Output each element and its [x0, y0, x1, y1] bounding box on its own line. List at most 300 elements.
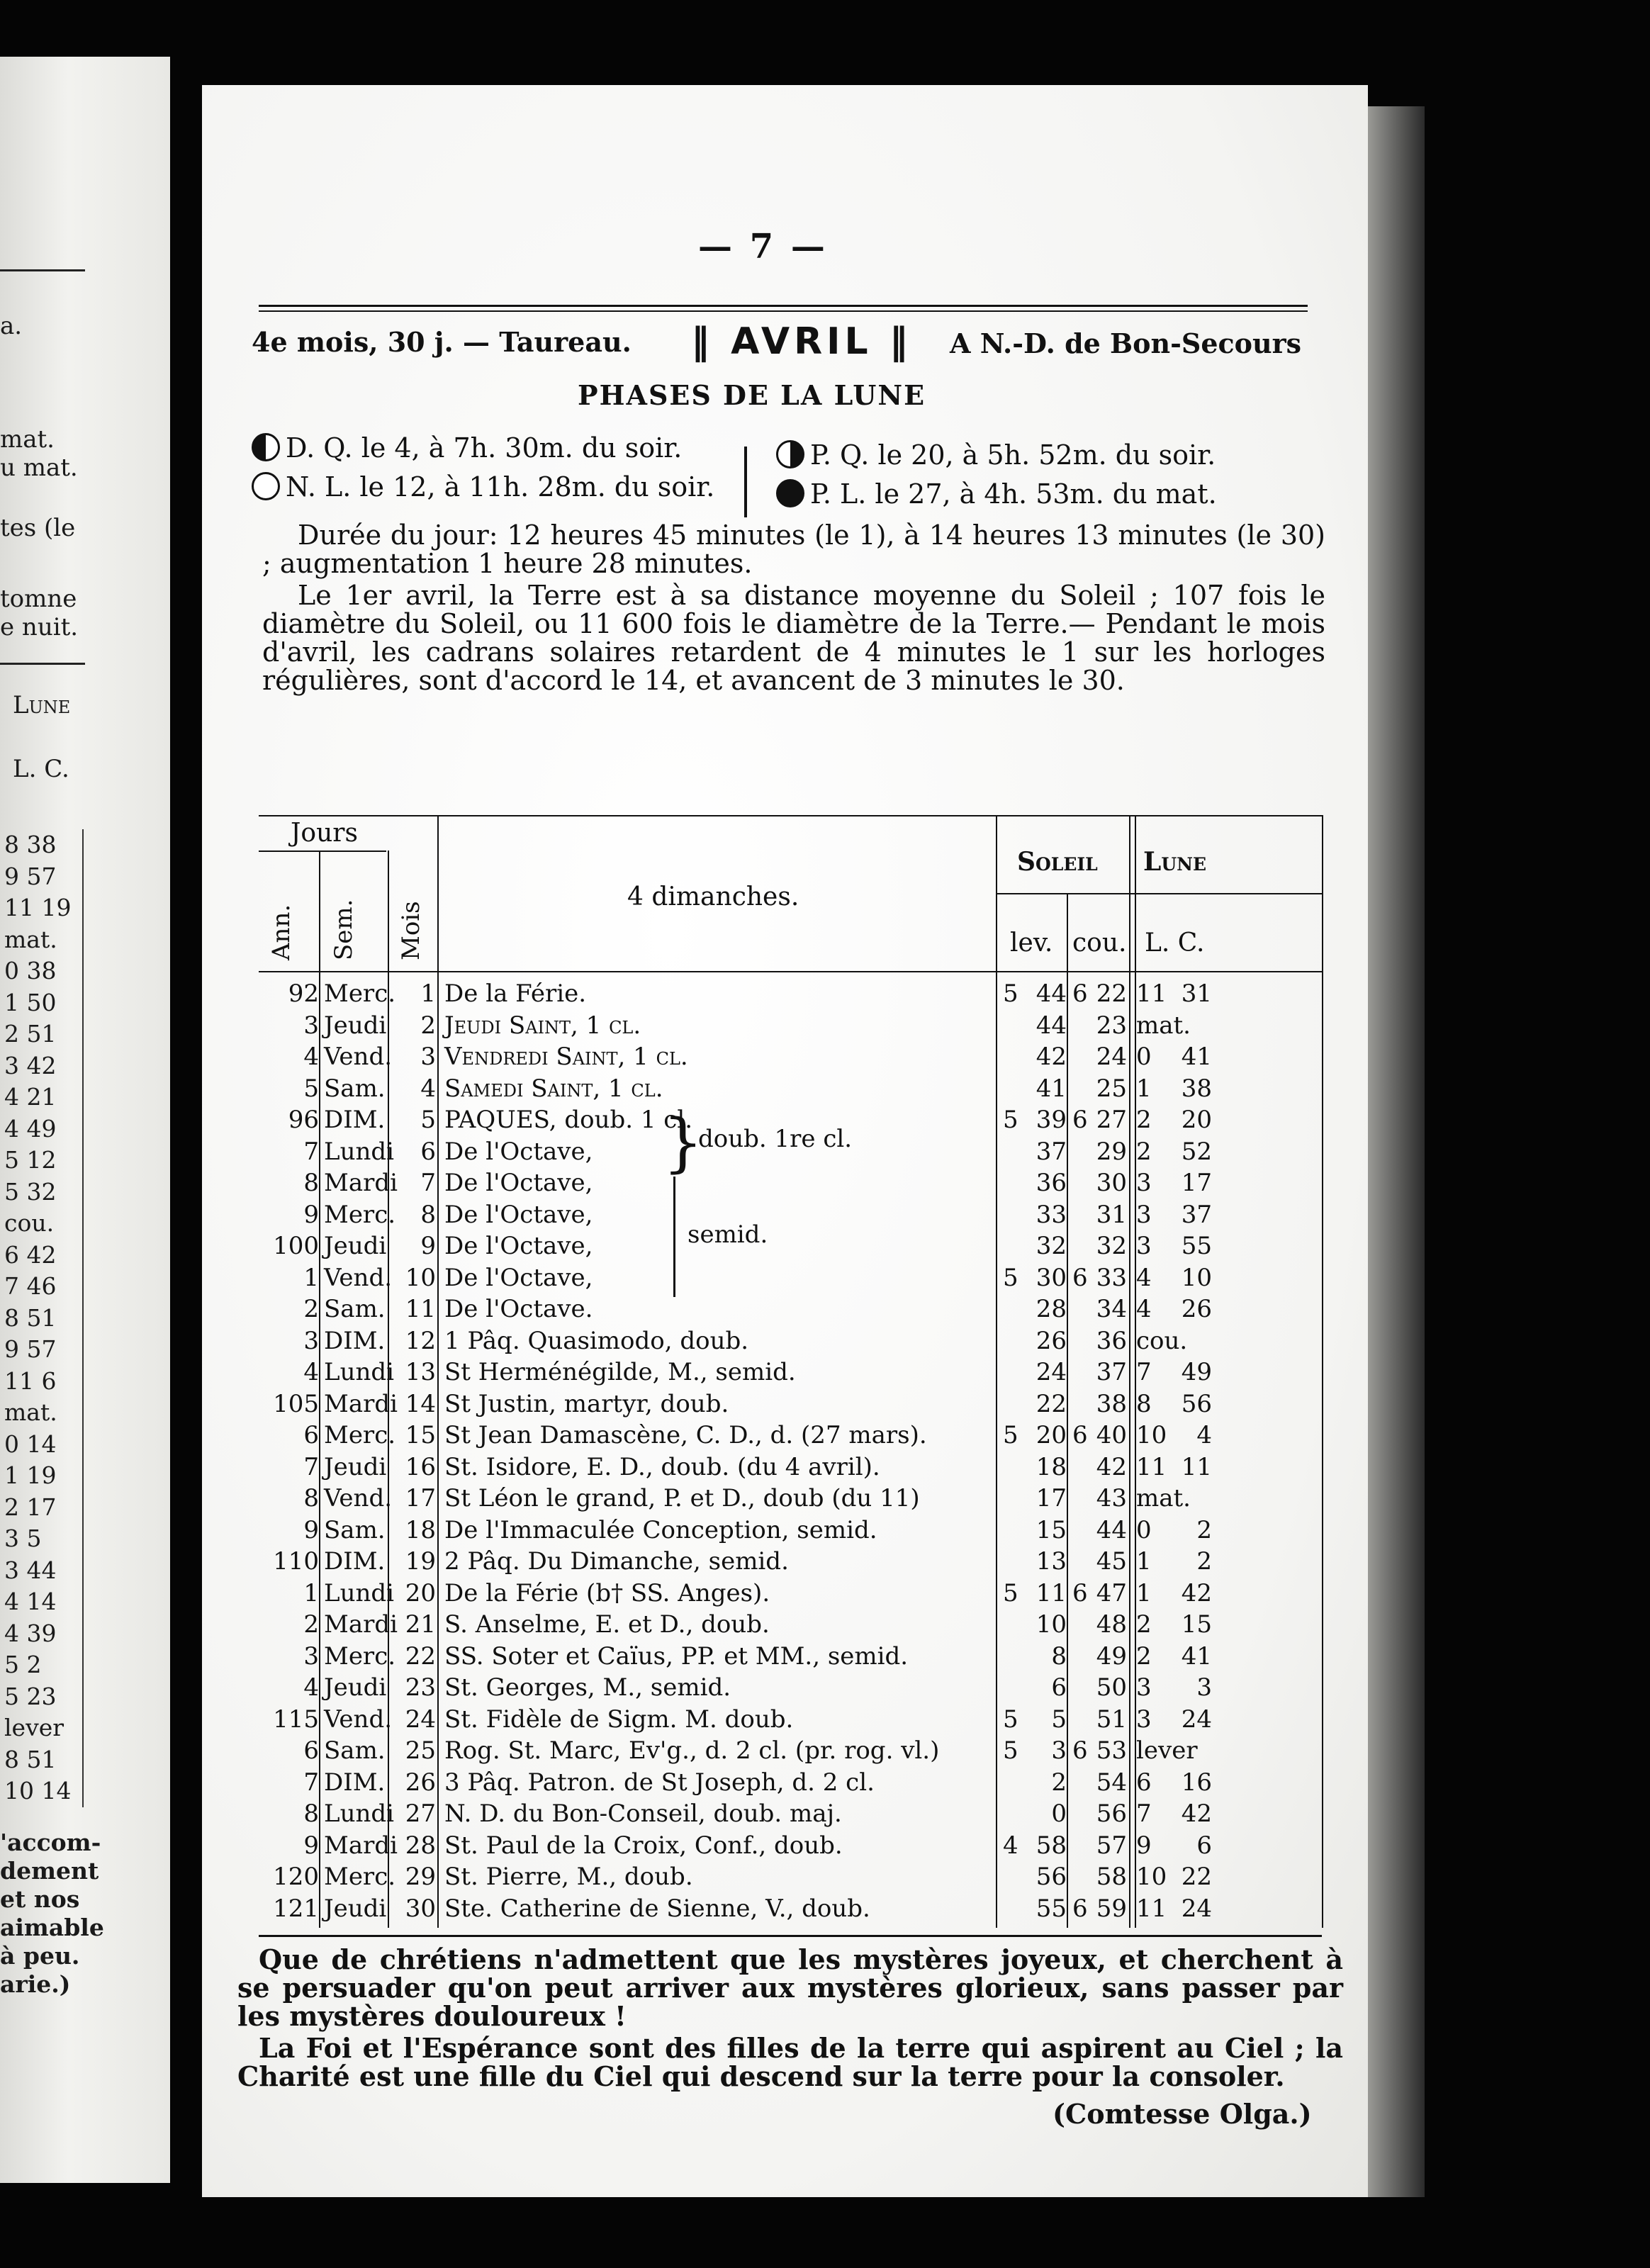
cell-day: Lundi	[324, 1137, 395, 1166]
cell-sunrise-hour: 5	[1003, 1106, 1018, 1134]
left-page-line: e nuit.	[0, 613, 79, 641]
left-page-line: mat.	[0, 425, 55, 454]
cell-moon-min: 24	[1181, 1894, 1212, 1923]
column-line	[1322, 815, 1323, 1928]
cell-feast: St. Isidore, E. D., doub. (du 4 avril).	[444, 1452, 880, 1481]
cell-sunset-min: 23	[1096, 1011, 1127, 1040]
left-page-table-row: 2 17	[0, 1492, 84, 1524]
cell-sunset-min: 44	[1096, 1515, 1127, 1544]
cell-sunset-min: 33	[1096, 1263, 1127, 1292]
cell-moon-min: 2	[1196, 1515, 1212, 1544]
cell-ann: 7	[303, 1137, 319, 1166]
cell-sunset-hour: 6	[1072, 1421, 1088, 1449]
phase-first-quarter: D. Q. le 4, à 7h. 30m. du soir.	[252, 432, 682, 464]
cell-feast: De l'Octave,	[444, 1200, 593, 1229]
cell-day: DIM.	[324, 1106, 386, 1134]
cell-sunrise-min: 26	[1036, 1326, 1067, 1355]
cell-day: Jeudi	[324, 1011, 387, 1040]
cell-moon-min: 37	[1181, 1200, 1212, 1229]
left-page-table-row: 1 50	[0, 987, 84, 1019]
cell-feast: Jeudi Saint, 1 cl.	[444, 1011, 641, 1040]
cell-date: 18	[405, 1515, 436, 1544]
cell-sunrise-min: 32	[1036, 1232, 1067, 1260]
cell-moon-hour: 2	[1136, 1106, 1152, 1134]
cell-ann: 8	[303, 1484, 319, 1512]
left-page-footer-line: arie.)	[0, 1970, 71, 1998]
cell-moon-min: 11	[1181, 1452, 1212, 1481]
cell-moon-min: 26	[1181, 1295, 1212, 1323]
table-row	[259, 1672, 1322, 1704]
table-row	[259, 1420, 1322, 1452]
new-moon-icon	[252, 472, 280, 500]
cell-sunset-min: 43	[1096, 1484, 1127, 1512]
cell-sunset-min: 22	[1096, 979, 1127, 1008]
table-row	[259, 1041, 1322, 1073]
cell-moon-hour: 4	[1136, 1295, 1152, 1323]
left-page-table-row: mat.	[0, 1397, 84, 1429]
phases-title: PHASES DE LA LUNE	[578, 379, 926, 411]
cell-date: 1	[420, 979, 436, 1008]
cell-feast: St Léon le grand, P. et D., doub (du 11)	[444, 1484, 920, 1512]
cell-sunset-min: 45	[1096, 1547, 1127, 1576]
cell-sunset-min: 58	[1096, 1863, 1127, 1891]
cell-moon-hour: 3	[1136, 1169, 1152, 1197]
cell-ann: 8	[303, 1800, 319, 1828]
brace-octave-1: }	[663, 1106, 704, 1180]
header-lev: lev.	[1010, 928, 1053, 958]
cell-feast: De la Férie.	[444, 979, 587, 1008]
cell-feast: Rog. St. Marc, Ev'g., d. 2 cl. (pr. rog. vl.)	[444, 1736, 940, 1765]
cell-date: 30	[405, 1894, 436, 1923]
left-page-table-row: 9 57	[0, 1334, 84, 1366]
quote-mysteres: Que de chrétiens n'admettent que les mystères joyeux, et cherchent à se persuader qu'on peut arriver aux mystères glorieux, sans passer par les mystères douloureux !	[237, 1943, 1343, 2032]
cell-moon-min: 31	[1181, 979, 1212, 1008]
brace-label: doub. 1re cl.	[698, 1125, 853, 1153]
cell-date: 12	[405, 1326, 436, 1355]
cell-date: 2	[420, 1011, 436, 1040]
cell-day: Lundi	[324, 1358, 395, 1386]
left-page-footer-line: à peu.	[0, 1942, 80, 1970]
last-quarter-icon	[776, 440, 804, 468]
cell-moon-min: 2	[1196, 1547, 1212, 1576]
header-lune: Lune	[1143, 847, 1207, 877]
cell-day: Vend.	[324, 1043, 393, 1071]
cell-sunset-min: 53	[1096, 1736, 1127, 1765]
cell-day: Mardi	[324, 1169, 398, 1197]
cell-feast: S. Anselme, E. et D., doub.	[444, 1610, 770, 1639]
cell-sunrise-min: 8	[1051, 1641, 1067, 1671]
left-page-line: tomne	[0, 585, 77, 613]
cell-sunrise-min: 10	[1036, 1610, 1067, 1639]
cell-ann: 3	[303, 1326, 319, 1355]
cell-date: 7	[420, 1169, 436, 1197]
cell-sunrise-min: 15	[1036, 1515, 1067, 1544]
cell-sunset-hour: 6	[1072, 1736, 1088, 1765]
cell-ann: 3	[303, 1011, 319, 1040]
cell-ann: 4	[303, 1043, 319, 1071]
cell-feast: De la Férie (b† SS. Anges).	[444, 1578, 770, 1607]
cell-moon-hour: 11	[1136, 1894, 1167, 1923]
cell-moon-hour: 7	[1136, 1800, 1152, 1828]
left-page-line: u mat.	[0, 454, 78, 482]
cell-day: Sam.	[324, 1515, 386, 1544]
cell-date: 14	[405, 1389, 436, 1418]
cell-day: Vend.	[324, 1484, 393, 1512]
cell-ann: 7	[303, 1768, 319, 1797]
cell-date: 9	[420, 1232, 436, 1260]
left-page-table-row: 0 38	[0, 955, 84, 987]
table-row	[259, 1798, 1322, 1830]
cell-moon-hour: 2	[1136, 1641, 1152, 1671]
cell-moon-hour: 9	[1136, 1831, 1152, 1860]
table-row	[259, 1010, 1322, 1042]
cell-ann: 2	[303, 1610, 319, 1639]
cell-date: 13	[405, 1358, 436, 1386]
cell-date: 22	[405, 1641, 436, 1671]
cell-day: Vend.	[324, 1705, 393, 1734]
left-page-footer-line: dement	[0, 1857, 99, 1885]
cell-sunset-min: 25	[1096, 1074, 1127, 1103]
cell-sunset-min: 56	[1096, 1800, 1127, 1828]
cell-date: 10	[405, 1263, 436, 1292]
left-page-line: tes (le	[0, 514, 76, 542]
cell-moon-min: 42	[1181, 1800, 1212, 1828]
table-row	[259, 1230, 1322, 1262]
cell-ann: 120	[273, 1863, 319, 1891]
cell-date: 11	[405, 1295, 436, 1323]
left-page-table-row: mat.	[0, 924, 84, 956]
cell-sunset-min: 42	[1096, 1452, 1127, 1481]
cell-sunset-min: 54	[1096, 1768, 1127, 1797]
left-page-table-row: 8 51	[0, 1303, 84, 1335]
cell-feast: PAQUES, doub. 1 cl.	[444, 1106, 693, 1134]
cell-ann: 92	[288, 979, 319, 1008]
cell-feast: St Justin, martyr, doub.	[444, 1389, 729, 1418]
left-page-rule	[0, 269, 85, 271]
cell-ann: 2	[303, 1295, 319, 1323]
month-header	[252, 319, 1315, 369]
cell-feast: St Jean Damascène, C. D., d. (27 mars).	[444, 1421, 927, 1449]
cell-day: Merc.	[324, 1641, 396, 1671]
header-soleil: Soleil	[1017, 847, 1098, 877]
brace-label: semid.	[688, 1220, 768, 1249]
cell-date: 3	[420, 1043, 436, 1071]
cell-sunrise-hour: 5	[1003, 1736, 1018, 1765]
cell-feast: 2 Pâq. Du Dimanche, semid.	[444, 1547, 789, 1576]
book-edge-shadow	[1368, 106, 1425, 2197]
cell-feast: De l'Octave.	[444, 1295, 593, 1323]
cell-day: DIM.	[324, 1326, 386, 1355]
cell-sunrise-min: 44	[1036, 1011, 1067, 1040]
phase-last-quarter: P. Q. le 20, à 5h. 52m. du soir.	[776, 439, 1216, 471]
cell-feast: St. Georges, M., semid.	[444, 1673, 731, 1702]
cell-ann: 105	[273, 1389, 319, 1418]
cell-sunrise-hour: 5	[1003, 979, 1018, 1008]
cell-feast: St. Fidèle de Sigm. M. doub.	[444, 1705, 794, 1734]
cell-sunrise-min: 13	[1036, 1547, 1067, 1576]
cell-sunrise-hour: 5	[1003, 1263, 1018, 1292]
phases-divider	[744, 447, 747, 517]
header-bottom-rule	[259, 971, 1322, 972]
table-row	[259, 1483, 1322, 1515]
cell-feast: N. D. du Bon-Conseil, doub. maj.	[444, 1800, 842, 1828]
cell-moon-hour: 1	[1136, 1547, 1152, 1576]
cell-moon-hour: 0	[1136, 1515, 1152, 1544]
month-name: ‖ AVRIL ‖	[691, 320, 912, 363]
cell-sunrise-min: 36	[1036, 1169, 1067, 1197]
header-sem: Sem.	[330, 899, 358, 960]
left-page-table-row: 4 39	[0, 1618, 84, 1650]
left-page-line: a.	[0, 312, 23, 340]
cell-sunset-min: 57	[1096, 1831, 1127, 1860]
cell-sunrise-hour: 4	[1003, 1831, 1018, 1860]
cell-date: 16	[405, 1452, 436, 1481]
cell-sunrise-min: 0	[1051, 1800, 1067, 1828]
cell-sunset-min: 32	[1096, 1232, 1127, 1260]
calendar-table	[259, 815, 1322, 1935]
cell-ann: 9	[303, 1831, 319, 1860]
left-page-table-row: 8 38	[0, 829, 84, 861]
cell-feast: De l'Immaculée Conception, semid.	[444, 1515, 877, 1544]
cell-date: 8	[420, 1200, 436, 1229]
cell-moon-hour: 1	[1136, 1074, 1152, 1103]
cell-sunrise-hour: 5	[1003, 1421, 1018, 1449]
table-top-rule	[259, 815, 1322, 816]
cell-date: 4	[420, 1074, 436, 1103]
cell-sunrise-min: 55	[1036, 1894, 1067, 1923]
cell-moon-hour: mat.	[1136, 1011, 1191, 1040]
cell-sunrise-min: 11	[1036, 1578, 1067, 1607]
table-row	[259, 1641, 1322, 1673]
cell-sunrise-hour: 5	[1003, 1705, 1018, 1734]
sun-distance-paragraph: Le 1er avril, la Terre est à sa distance moyenne du Soleil ; 107 fois le diamètre du Soleil, ou 11 600 fois le diamètre de la Terre.— Pendant le mois d'avril, les cadrans solaires retardent de 4 minutes le 1 sur les horloges régulières, sont d'accord le 14, et avancent de 3 minutes le 30.	[262, 580, 1325, 696]
cell-sunset-min: 51	[1096, 1705, 1127, 1734]
cell-sunrise-min: 5	[1051, 1705, 1067, 1734]
cell-feast: De l'Octave,	[444, 1137, 593, 1166]
cell-sunrise-min: 20	[1036, 1421, 1067, 1449]
table-row	[259, 1735, 1322, 1767]
cell-sunset-min: 30	[1096, 1169, 1127, 1197]
cell-sunrise-min: 6	[1051, 1673, 1067, 1702]
left-page-table-row: 11 6	[0, 1366, 84, 1398]
cell-moon-hour: 10	[1136, 1863, 1167, 1891]
cell-ann: 9	[303, 1200, 319, 1229]
cell-moon-hour: 4	[1136, 1263, 1152, 1292]
cell-date: 17	[405, 1484, 436, 1512]
left-page-table-row: 5 32	[0, 1177, 84, 1208]
cell-date: 23	[405, 1673, 436, 1702]
cell-sunset-min: 31	[1096, 1200, 1127, 1229]
cell-sunset-min: 48	[1096, 1610, 1127, 1639]
cell-moon-hour: 8	[1136, 1389, 1152, 1418]
cell-moon-hour: 10	[1136, 1421, 1167, 1449]
left-page-table-row: 2 51	[0, 1018, 84, 1050]
cell-moon-min: 41	[1181, 1641, 1212, 1671]
cell-date: 15	[405, 1421, 436, 1449]
left-page-footer-line: et nos	[0, 1885, 80, 1913]
left-page-table-row: 3 42	[0, 1050, 84, 1082]
cell-date: 21	[405, 1610, 436, 1639]
cell-sunset-min: 29	[1096, 1137, 1127, 1166]
sun-moon-rule	[996, 893, 1322, 894]
almanac-page	[202, 85, 1368, 2197]
footer-rule	[259, 1935, 1322, 1937]
jours-rule	[259, 850, 386, 852]
cell-day: DIM.	[324, 1768, 386, 1797]
cell-sunset-min: 47	[1096, 1578, 1127, 1607]
header-ann: Ann.	[267, 904, 296, 960]
table-row	[259, 1452, 1322, 1483]
cell-ann: 4	[303, 1673, 319, 1702]
table-row	[259, 1325, 1322, 1357]
left-page-table-row: 3 44	[0, 1555, 84, 1587]
left-page-table-row: 10 14	[0, 1775, 84, 1807]
cell-day: Merc.	[324, 979, 396, 1008]
table-row	[259, 1293, 1322, 1325]
cell-ann: 121	[273, 1894, 319, 1923]
cell-moon-min: 4	[1196, 1421, 1212, 1449]
cell-sunset-hour: 6	[1072, 979, 1088, 1008]
cell-moon-min: 6	[1196, 1831, 1212, 1860]
cell-sunset-min: 49	[1096, 1641, 1127, 1671]
cell-sunset-min: 40	[1096, 1421, 1127, 1449]
cell-moon-min: 24	[1181, 1705, 1212, 1734]
cell-moon-min: 16	[1181, 1768, 1212, 1797]
table-row	[259, 1262, 1322, 1294]
cell-moon-min: 42	[1181, 1578, 1212, 1607]
table-row	[259, 1546, 1322, 1578]
cell-sunset-hour: 6	[1072, 1106, 1088, 1134]
cell-day: Sam.	[324, 1295, 386, 1323]
phase-full-moon: P. L. le 27, à 4h. 53m. du mat.	[776, 478, 1217, 510]
table-row	[259, 1357, 1322, 1388]
cell-date: 29	[405, 1863, 436, 1891]
cell-day: Mardi	[324, 1610, 398, 1639]
cell-sunrise-min: 58	[1036, 1831, 1067, 1860]
cell-moon-min: 49	[1181, 1358, 1212, 1386]
cell-ann: 5	[303, 1074, 319, 1103]
cell-ann: 100	[273, 1232, 319, 1260]
cell-moon-hour: 1	[1136, 1578, 1152, 1607]
first-quarter-icon	[252, 433, 280, 461]
header-rule	[259, 305, 1308, 307]
month-info: 4e mois, 30 j. — Taureau.	[252, 326, 632, 358]
cell-feast: SS. Soter et Caïus, PP. et MM., semid.	[444, 1641, 909, 1671]
cell-feast: 3 Pâq. Patron. de St Joseph, d. 2 cl.	[444, 1768, 875, 1797]
cell-feast: De l'Octave,	[444, 1263, 593, 1292]
cell-day: Lundi	[324, 1800, 395, 1828]
cell-sunset-min: 50	[1096, 1673, 1127, 1702]
left-page-lune-header: Lune	[13, 691, 71, 719]
cell-sunrise-min: 28	[1036, 1295, 1067, 1323]
cell-moon-hour: 11	[1136, 979, 1167, 1008]
left-page-table-row: 5 2	[0, 1649, 84, 1681]
cell-sunrise-min: 24	[1036, 1358, 1067, 1386]
header-mois: Mois	[397, 901, 425, 960]
cell-sunrise-min: 18	[1036, 1452, 1067, 1481]
cell-sunset-hour: 6	[1072, 1578, 1088, 1607]
cell-moon-hour: 3	[1136, 1705, 1152, 1734]
cell-moon-hour: 3	[1136, 1200, 1152, 1229]
full-moon-icon	[776, 479, 804, 507]
left-page-table-row: 0 14	[0, 1429, 84, 1461]
cell-moon-min: 56	[1181, 1389, 1212, 1418]
left-page-table-row: 1 19	[0, 1460, 84, 1492]
cell-date: 19	[405, 1547, 436, 1576]
table-row	[259, 1767, 1322, 1799]
cell-sunset-min: 27	[1096, 1106, 1127, 1134]
cell-date: 6	[420, 1137, 436, 1166]
cell-moon-min: 55	[1181, 1232, 1212, 1260]
cell-sunset-min: 36	[1096, 1326, 1127, 1355]
cell-ann: 96	[288, 1106, 319, 1134]
cell-moon-min: 38	[1181, 1074, 1212, 1103]
cell-moon-min: 17	[1181, 1169, 1212, 1197]
left-page-lc-header: L. C.	[13, 755, 69, 783]
table-row	[259, 1609, 1322, 1641]
cell-moon-hour: 0	[1136, 1043, 1152, 1071]
cell-sunset-min: 24	[1096, 1043, 1127, 1071]
month-patron: A N.-D. de Bon-Secours	[950, 327, 1302, 359]
phase-new-moon: N. L. le 12, à 11h. 28m. du soir.	[252, 471, 714, 503]
left-page-table-row: 5 12	[0, 1145, 84, 1177]
table-row	[259, 1388, 1322, 1420]
table-row	[259, 1861, 1322, 1893]
cell-moon-hour: 11	[1136, 1452, 1167, 1481]
cell-moon-hour: 3	[1136, 1673, 1152, 1702]
cell-moon-min: 41	[1181, 1043, 1212, 1071]
left-page-table-row: 4 49	[0, 1113, 84, 1145]
cell-day: Jeudi	[324, 1452, 387, 1481]
cell-date: 24	[405, 1705, 436, 1734]
cell-sunrise-min: 41	[1036, 1074, 1067, 1103]
cell-ann: 115	[273, 1705, 319, 1734]
cell-ann: 7	[303, 1452, 319, 1481]
left-page-footer-line: 'accom-	[0, 1829, 101, 1856]
cell-feast: St Herménégilde, M., semid.	[444, 1358, 796, 1386]
quote-author: (Comtesse Olga.)	[1053, 2098, 1312, 2130]
cell-moon-hour: 6	[1136, 1768, 1152, 1797]
header-rule	[259, 310, 1308, 312]
cell-date: 5	[420, 1106, 436, 1134]
cell-moon-hour: 3	[1136, 1232, 1152, 1260]
header-cou: cou.	[1072, 928, 1127, 958]
cell-sunrise-min: 39	[1036, 1106, 1067, 1134]
cell-feast: 1 Pâq. Quasimodo, doub.	[444, 1326, 749, 1355]
quote-foi: La Foi et l'Espérance sont des filles de la terre qui aspirent au Ciel ; la Charité est une fille du Ciel qui descend sur la terre pour la consoler.	[237, 2032, 1343, 2092]
left-page-table-row: 11 19	[0, 892, 84, 924]
left-page-table-row: 9 57	[0, 861, 84, 893]
cell-feast: Samedi Saint, 1 cl.	[444, 1074, 663, 1103]
cell-feast: Ste. Catherine de Sienne, V., doub.	[444, 1894, 870, 1923]
left-page-footer-line: aimable	[0, 1914, 104, 1941]
cell-date: 28	[405, 1831, 436, 1860]
cell-day: Mardi	[324, 1831, 398, 1860]
page-number: — 7 —	[698, 227, 828, 266]
left-page-table-row: 4 14	[0, 1586, 84, 1618]
cell-ann: 4	[303, 1358, 319, 1386]
cell-date: 25	[405, 1736, 436, 1765]
table-row	[259, 1167, 1322, 1199]
left-page-table-row: 8 51	[0, 1744, 84, 1776]
cell-ann: 3	[303, 1641, 319, 1671]
cell-ann: 9	[303, 1515, 319, 1544]
left-page-fragment	[0, 57, 170, 2183]
cell-sunset-min: 38	[1096, 1389, 1127, 1418]
cell-feast: Vendredi Saint, 1 cl.	[444, 1043, 688, 1071]
cell-sunset-hour: 6	[1072, 1263, 1088, 1292]
brace-octave-2	[673, 1177, 675, 1297]
